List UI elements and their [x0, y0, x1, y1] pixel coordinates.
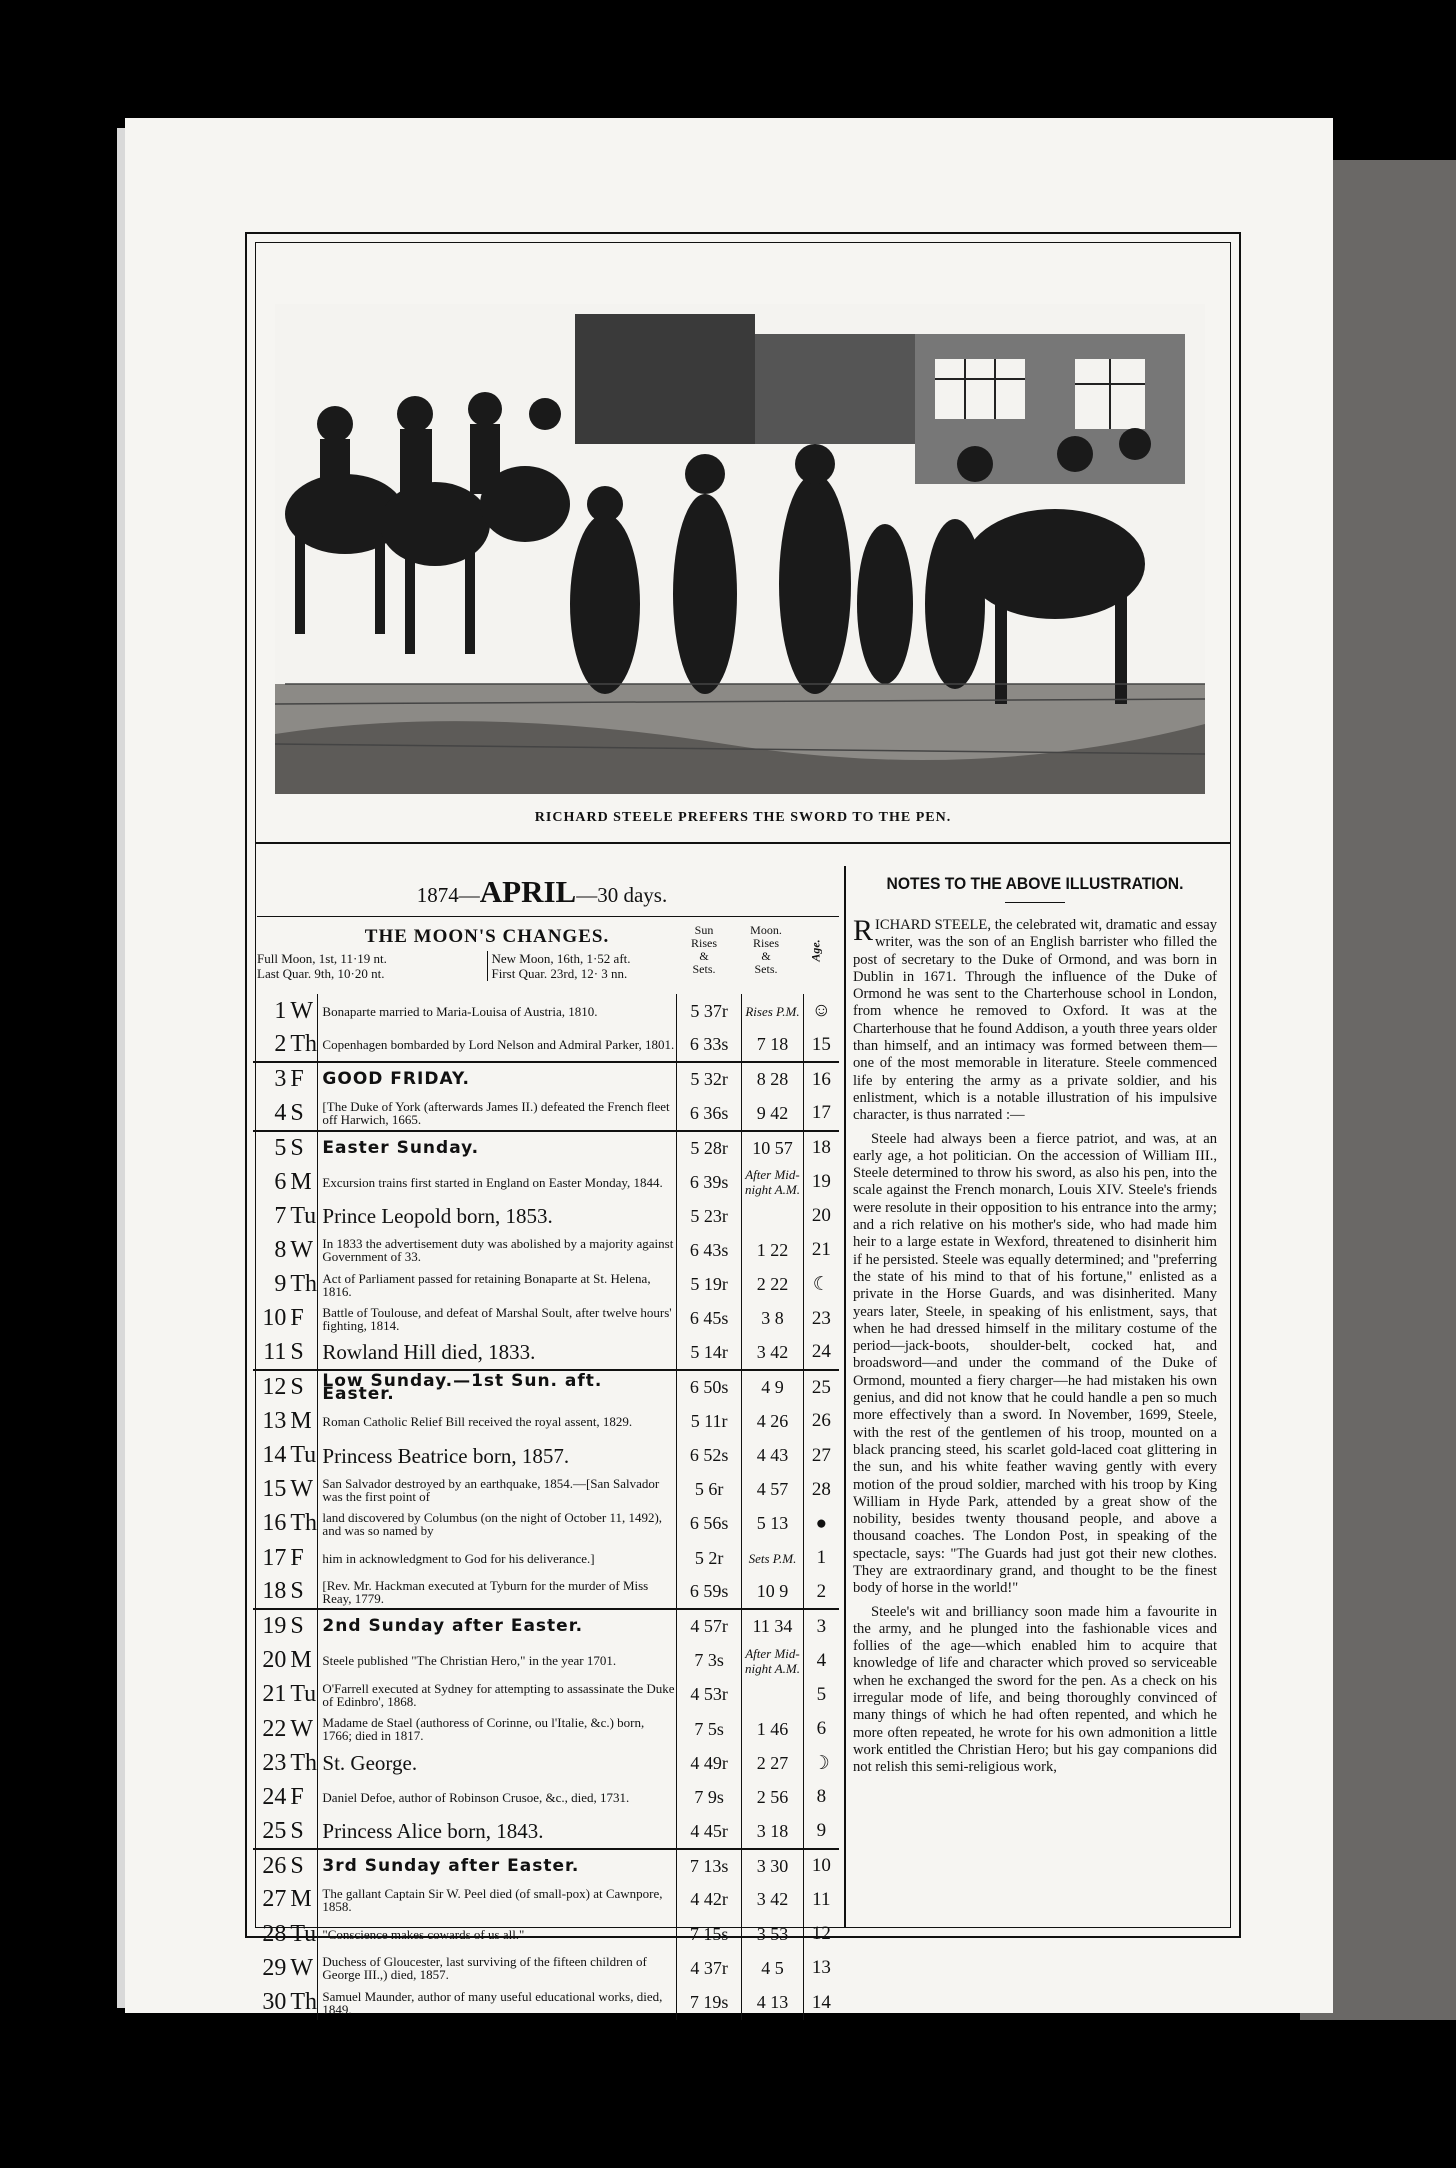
calendar-row	[253, 1712, 839, 1746]
sun-head-line: Sets.	[692, 962, 716, 976]
moon-age: 3	[803, 1609, 839, 1643]
calendar-body	[253, 994, 839, 2020]
moon-age: 12	[811, 1923, 831, 1945]
sun-time: 4 37r	[676, 1951, 741, 1985]
calendar-row	[253, 1609, 839, 1643]
moon-time: 7 18	[742, 1028, 803, 1062]
sun-time: 6 39s	[676, 1165, 741, 1199]
moons-left	[253, 951, 487, 981]
last-quarter: Last Quar. 9th, 10·20 nt.	[257, 966, 385, 981]
moon-age: 10	[803, 1849, 839, 1883]
weekday: W	[288, 1712, 318, 1746]
sun-time: 5 37r	[676, 994, 741, 1028]
day-number: 12	[253, 1370, 288, 1404]
notes-title: NOTES TO THE ABOVE ILLUSTRATION.	[886, 874, 1184, 893]
day-number: 23	[262, 1749, 287, 1776]
rule-under-title	[257, 916, 839, 917]
moons-changes	[253, 926, 721, 981]
calendar-row	[253, 1746, 839, 1780]
moon-time: 5 13	[742, 1507, 803, 1541]
event-text: [Rev. Mr. Hackman executed at Tyburn for the murder of Miss Reay, 1779.	[318, 1575, 676, 1609]
event-text: Act of Parliament passed for retaining Bonaparte at St. Helena, 1816.	[318, 1268, 676, 1302]
event-text: Samuel Maunder, author of many useful educational works, died, 1849.	[318, 1985, 676, 2019]
event-text: Low Sunday.—1st Sun. aft. Easter.	[318, 1370, 676, 1404]
sun-time: 6 56s	[676, 1507, 741, 1541]
moon-time: 3 42	[742, 1336, 803, 1370]
day-number: 2	[274, 1031, 287, 1058]
moon-age: 1	[816, 1547, 827, 1569]
notes-section	[853, 874, 1217, 1783]
moon-time: 4 13	[742, 1985, 803, 2019]
moon-time: 3 53	[742, 1917, 803, 1951]
moon-age: ☾	[812, 1274, 830, 1296]
moon-time: 9 42	[742, 1097, 803, 1131]
page-frame	[245, 232, 1241, 2017]
sun-time: 4 45r	[676, 1815, 741, 1849]
weekday: Tu	[288, 1438, 318, 1472]
weekday: Tu	[288, 1199, 318, 1233]
sun-time: 4 57r	[676, 1609, 741, 1643]
day-number: 24	[262, 1783, 287, 1810]
sun-head-line: &	[699, 949, 709, 963]
moon-time: 3 18	[742, 1815, 803, 1849]
moon-time	[742, 1678, 803, 1712]
event-text: Princess Alice born, 1843.	[318, 1815, 676, 1849]
sun-head-line: Rises	[690, 936, 717, 950]
weekday: Th	[288, 1028, 318, 1062]
calendar-row	[253, 1268, 839, 1302]
event-text: [The Duke of York (afterwards James II.) defeated the French fleet off Harwich, 1665.	[318, 1097, 676, 1131]
weekday: S	[288, 1815, 318, 1849]
calendar-title	[247, 874, 837, 910]
moon-age: ●	[815, 1512, 828, 1534]
day-number: 29	[262, 1954, 287, 1981]
day-number: 17	[262, 1544, 287, 1571]
moon-time: 4 9	[742, 1370, 803, 1404]
weekday: Th	[288, 1985, 318, 2019]
weekday: S	[288, 1131, 318, 1165]
event-text: The gallant Captain Sir W. Peel died (of small-pox) at Cawnpore, 1858.	[318, 1883, 676, 1917]
calendar-row	[253, 1678, 839, 1712]
moon-time: After Mid-night A.M.	[742, 1165, 803, 1199]
calendar-row	[253, 1165, 839, 1199]
calendar-row	[253, 1097, 839, 1131]
weekday: S	[288, 1575, 318, 1609]
moon-time: 2 27	[742, 1746, 803, 1780]
day-number: 14	[262, 1442, 287, 1469]
sun-time: 5 11r	[676, 1404, 741, 1438]
moon-age: ☺	[811, 1000, 832, 1022]
calendar-row	[253, 1507, 839, 1541]
day-number: 26	[253, 1849, 288, 1883]
moon-age: 9	[816, 1820, 827, 1842]
event-text: land discovered by Columbus (on the night of October 11, 1492), and was so named by	[318, 1507, 676, 1541]
weekday: F	[288, 1541, 318, 1575]
moon-age: 13	[811, 1957, 831, 1979]
event-text: Duchess of Gloucester, last surviving of the fifteen children of George III.,) died, 1857.	[318, 1951, 676, 1985]
notes-title-rule	[1005, 902, 1065, 903]
sun-time: 7 9s	[676, 1780, 741, 1814]
weekday: F	[288, 1062, 318, 1096]
weekday: W	[288, 1473, 318, 1507]
calendar-table	[253, 994, 839, 2020]
sun-time: 6 43s	[676, 1233, 741, 1267]
sun-time: 5 6r	[676, 1473, 741, 1507]
calendar-row	[253, 1951, 839, 1985]
day-number: 9	[274, 1271, 287, 1298]
sun-time: 7 19s	[676, 1985, 741, 2019]
weekday: W	[288, 1233, 318, 1267]
calendar-row	[253, 1370, 839, 1404]
sun-time: 4 53r	[676, 1678, 741, 1712]
moon-time: 2 22	[742, 1268, 803, 1302]
day-number: 11	[263, 1338, 287, 1365]
calendar-row	[253, 1233, 839, 1267]
moon-age: ☽	[812, 1752, 830, 1774]
notes-paragraph-2: Steele had always been a fierce patriot, and was, at an early age, a hot politician. On the accession of William III., Steele determined to throw his sword, as also his pen, into the scale against the French monarch, Louis XIV. Steele's friends were resolute in their opposition to his entrance into the army; and a rich relative on his mother's side, who had made him heir to a large estate in Wexford, threatened to disinherit him if he persisted. Steele was equally determined; and "preferring the state of his mind to that of his fortune," enlisted as a private in the Horse Guards, and was disinherited. Many years later, Steele, in speaking of his enlistment, says, that when he had dressed himself in the military costume of the period—jack-boots, shoulder-belt, cocked hat, and broadsword—and under the command of the Duke of Ormond, mounted a fiery charger—he had mistaken his own genius, and did not know that he could handle a pen so much more effectively than a sword. In November, 1699, Steele, with the rest of the gentlemen of his troop, mounted on a black prancing steed, his scarlet gold-laced coat glittering in the sun, and his white feather waving gently with every motion of the proud soldier, marched with his troop by King William in Hyde Park, attended by a great show of the nobility, besides twenty thousand people, and above a thousand coaches. The London Post, in speaking of the spectacle, says: "The Guards had just got their new clothes. They are extraordinary grand, and thought to be the finest body of horse in the world!"	[853, 1130, 1217, 1597]
drop-cap: R	[853, 914, 874, 947]
event-text: Princess Beatrice born, 1857.	[318, 1438, 676, 1472]
calendar-year: 1874	[416, 883, 459, 907]
event-text: Prince Leopold born, 1853.	[318, 1199, 676, 1233]
weekday: S	[288, 1609, 318, 1643]
moon-age: 21	[811, 1239, 831, 1261]
weekday: Th	[288, 1507, 318, 1541]
calendar-row	[253, 1883, 839, 1917]
moon-age: 26	[811, 1410, 831, 1432]
moon-head-line: &	[761, 949, 771, 963]
moon-age: 20	[811, 1205, 831, 1227]
weekday: S	[288, 1849, 318, 1883]
calendar-row	[253, 1985, 839, 2019]
moons-changes-lines	[253, 951, 721, 981]
page-edge	[117, 128, 125, 2008]
new-moon: New Moon, 16th, 1·52 aft.	[491, 951, 631, 966]
sun-time: 6 52s	[676, 1438, 741, 1472]
moon-age: 14	[811, 1991, 831, 2013]
moon-time: 3 8	[742, 1302, 803, 1336]
calendar-row	[253, 1438, 839, 1472]
sun-time: 7 3s	[676, 1644, 741, 1678]
sun-time: 6 33s	[676, 1028, 741, 1062]
sun-time: 6 45s	[676, 1302, 741, 1336]
moon-age: 8	[816, 1786, 827, 1808]
weekday: Tu	[288, 1917, 318, 1951]
moon-time: 3 30	[742, 1849, 803, 1883]
moon-age: 28	[811, 1478, 831, 1500]
day-number: 18	[262, 1578, 287, 1605]
calendar-row	[253, 1780, 839, 1814]
moon-age: 15	[811, 1033, 831, 1055]
moon-time: 1 46	[742, 1712, 803, 1746]
moon-age: 2	[816, 1580, 827, 1602]
calendar-row	[253, 1302, 839, 1336]
moon-time: After Mid-night A.M.	[742, 1644, 803, 1678]
moon-age: 16	[803, 1062, 839, 1096]
day-number: 4	[274, 1099, 287, 1126]
calendar-row	[253, 1541, 839, 1575]
moon-age: 11	[812, 1888, 831, 1910]
moon-time: 4 5	[742, 1951, 803, 1985]
event-text: Steele published "The Christian Hero," in the year 1701.	[318, 1644, 676, 1678]
moon-age: 25	[803, 1370, 839, 1404]
event-text: Easter Sunday.	[318, 1131, 676, 1165]
event-text: him in acknowledgment to God for his deliverance.]	[318, 1541, 676, 1575]
moon-time: 8 28	[742, 1062, 803, 1096]
event-text: Battle of Toulouse, and defeat of Marshal Soult, after twelve hours' fighting, 1814.	[318, 1302, 676, 1336]
day-number: 19	[253, 1609, 288, 1643]
event-text: Bonaparte married to Maria-Louisa of Austria, 1810.	[318, 994, 676, 1028]
sun-time: 7 13s	[676, 1849, 741, 1883]
event-text: Excursion trains first started in England on Easter Monday, 1844.	[318, 1165, 676, 1199]
event-text: San Salvador destroyed by an earthquake, 1854.—[San Salvador was the first point of	[318, 1473, 676, 1507]
weekday: W	[288, 1951, 318, 1985]
weekday: M	[288, 1404, 318, 1438]
event-text: Roman Catholic Relief Bill received the royal assent, 1829.	[318, 1404, 676, 1438]
moon-head-line: Moon.	[750, 923, 782, 937]
calendar-row	[253, 1028, 839, 1062]
moon-time: 4 26	[742, 1404, 803, 1438]
sun-column-header	[673, 924, 735, 976]
day-number: 25	[262, 1817, 287, 1844]
moon-age: 4	[816, 1649, 827, 1671]
moon-time: 2 56	[742, 1780, 803, 1814]
notes-paragraph-3: Steele's wit and brilliancy soon made him a favourite in the army, and he plunged into the fashionable vices and follies of the age—which enabled him to acquire that knowledge of life and character which proved so serviceable when he exchanged the sword for the pen. As a check on his irregular mode of life, and being thoroughly convinced of many things of which he had often repented, and which he more often repeated, he wrote for his own admonition a little work entitled the Christian Hero; but his gay companions did not relish this semi-religious work,	[853, 1603, 1217, 1776]
notes-paragraph-1	[853, 914, 1217, 1125]
day-number: 27	[262, 1886, 287, 1913]
moon-time: Sets P.M.	[742, 1541, 803, 1575]
day-number: 10	[262, 1305, 287, 1332]
sun-head-line: Sun	[694, 923, 714, 937]
calendar-row	[253, 994, 839, 1028]
moon-head-line: Sets.	[754, 962, 778, 976]
day-number: 21	[262, 1681, 287, 1708]
calendar-row	[253, 1131, 839, 1165]
calendar-row	[253, 1404, 839, 1438]
calendar-days: 30 days.	[597, 883, 668, 907]
sun-time: 5 2r	[676, 1541, 741, 1575]
moon-time: 1 22	[742, 1233, 803, 1267]
weekday: S	[288, 1097, 318, 1131]
day-number: 8	[274, 1236, 287, 1263]
illustration-caption: RICHARD STEELE PREFERS THE SWORD TO THE PEN.	[534, 810, 952, 825]
day-number: 16	[262, 1510, 287, 1537]
calendar-row	[253, 1644, 839, 1678]
day-number: 15	[262, 1476, 287, 1503]
first-quarter: First Quar. 23rd, 12· 3 nn.	[491, 966, 628, 981]
weekday: F	[288, 1302, 318, 1336]
moon-age: 5	[816, 1683, 827, 1705]
moon-age: 18	[803, 1131, 839, 1165]
calendar-row	[253, 1849, 839, 1883]
sun-time: 7 15s	[676, 1917, 741, 1951]
weekday: W	[288, 994, 318, 1028]
sun-time: 4 49r	[676, 1746, 741, 1780]
moon-time: 4 43	[742, 1438, 803, 1472]
weekday: S	[288, 1370, 318, 1404]
moon-age: 23	[811, 1307, 831, 1329]
moon-time: 3 42	[742, 1883, 803, 1917]
calendar-month: APRIL	[479, 874, 577, 909]
sun-time: 6 59s	[676, 1575, 741, 1609]
day-number: 30	[262, 1989, 287, 2016]
event-text: "Conscience makes cowards of us all."	[318, 1917, 676, 1951]
column-divider	[844, 866, 846, 1928]
sun-time: 5 32r	[676, 1062, 741, 1096]
calendar-row	[253, 1917, 839, 1951]
sun-time: 7 5s	[676, 1712, 741, 1746]
event-text: Copenhagen bombarded by Lord Nelson and Admiral Parker, 1801.	[318, 1028, 676, 1062]
event-text: Daniel Defoe, author of Robinson Crusoe, &c., died, 1731.	[318, 1780, 676, 1814]
dash: —	[576, 883, 598, 907]
moon-time: Rises P.M.	[742, 994, 803, 1028]
sun-time: 6 36s	[676, 1097, 741, 1131]
sun-time: 5 23r	[676, 1199, 741, 1233]
event-text: Rowland Hill died, 1833.	[318, 1336, 676, 1370]
event-text: St. George.	[318, 1746, 676, 1780]
moon-head-line: Rises	[752, 936, 779, 950]
moon-column-header	[737, 924, 795, 976]
weekday: M	[288, 1883, 318, 1917]
full-moon: Full Moon, 1st, 11·19 nt.	[257, 951, 387, 966]
day-number: 28	[262, 1920, 287, 1947]
engraving-illustration	[275, 304, 1205, 794]
moon-time: 10 57	[742, 1131, 803, 1165]
moon-time	[742, 1199, 803, 1233]
weekday: M	[288, 1644, 318, 1678]
event-text: Madame de Stael (authoress of Corinne, ou l'Italie, &c.) born, 1766; died in 1817.	[318, 1712, 676, 1746]
day-number: 7	[274, 1202, 287, 1229]
sun-time: 5 14r	[676, 1336, 741, 1370]
rule-under-caption	[255, 842, 1231, 844]
day-number: 13	[262, 1407, 287, 1434]
event-text: In 1833 the advertisement duty was abolished by a majority against Government of 33.	[318, 1233, 676, 1267]
moon-age: 17	[811, 1102, 831, 1124]
moon-age: 6	[816, 1718, 827, 1740]
calendar-row	[253, 1473, 839, 1507]
calendar-row	[253, 1062, 839, 1096]
event-text: O'Farrell executed at Sydney for attempting to assassinate the Duke of Edinbro', 1868.	[318, 1678, 676, 1712]
notes-paragraph-1-text: ICHARD STEELE, the celebrated wit, dramatic and essay writer, was the son of an English barrister who filled the post of secretary to the Duke of Ormond, and was born in Dublin in 1671. Through the influence of the Duke of Ormond he was sent to the Charterhouse school in London, from whence he removed to Oxford. It was at the Charterhouse that he found Addison, a youth three years older than himself, and an intimacy was formed between them—one of the most memorable in literature. Steele commenced life by entering the army as a private soldier, and his enlistment, which is a notable illustration of his impulsive character, is thus narrated :—	[853, 917, 1217, 1124]
event-text: GOOD FRIDAY.	[318, 1062, 676, 1096]
sun-time: 5 19r	[676, 1268, 741, 1302]
moon-age: 24	[811, 1341, 831, 1363]
day-number: 1	[274, 997, 287, 1024]
weekday: M	[288, 1165, 318, 1199]
calendar-row	[253, 1815, 839, 1849]
calendar-row	[253, 1199, 839, 1233]
weekday: Th	[288, 1746, 318, 1780]
age-column-header: Age.	[808, 939, 823, 962]
sun-time: 4 42r	[676, 1883, 741, 1917]
day-number: 20	[262, 1647, 287, 1674]
sun-time: 6 50s	[676, 1370, 741, 1404]
day-number: 6	[274, 1168, 287, 1195]
day-number: 5	[253, 1131, 288, 1165]
weekday: Tu	[288, 1678, 318, 1712]
event-text: 2nd Sunday after Easter.	[318, 1609, 676, 1643]
day-number: 3	[253, 1062, 288, 1096]
dash: —	[458, 883, 480, 907]
moon-time: 10 9	[742, 1575, 803, 1609]
moon-time: 11 34	[742, 1609, 803, 1643]
weekday: F	[288, 1780, 318, 1814]
event-text: 3rd Sunday after Easter.	[318, 1849, 676, 1883]
moon-time: 4 57	[742, 1473, 803, 1507]
moon-age: 19	[811, 1171, 831, 1193]
moons-changes-heading: THE MOON'S CHANGES.	[364, 926, 610, 947]
day-number: 22	[262, 1715, 287, 1742]
weekday: Th	[288, 1268, 318, 1302]
sun-time: 5 28r	[676, 1131, 741, 1165]
calendar-row	[253, 1575, 839, 1609]
moon-age: 27	[811, 1444, 831, 1466]
calendar-row	[253, 1336, 839, 1370]
weekday: S	[288, 1336, 318, 1370]
